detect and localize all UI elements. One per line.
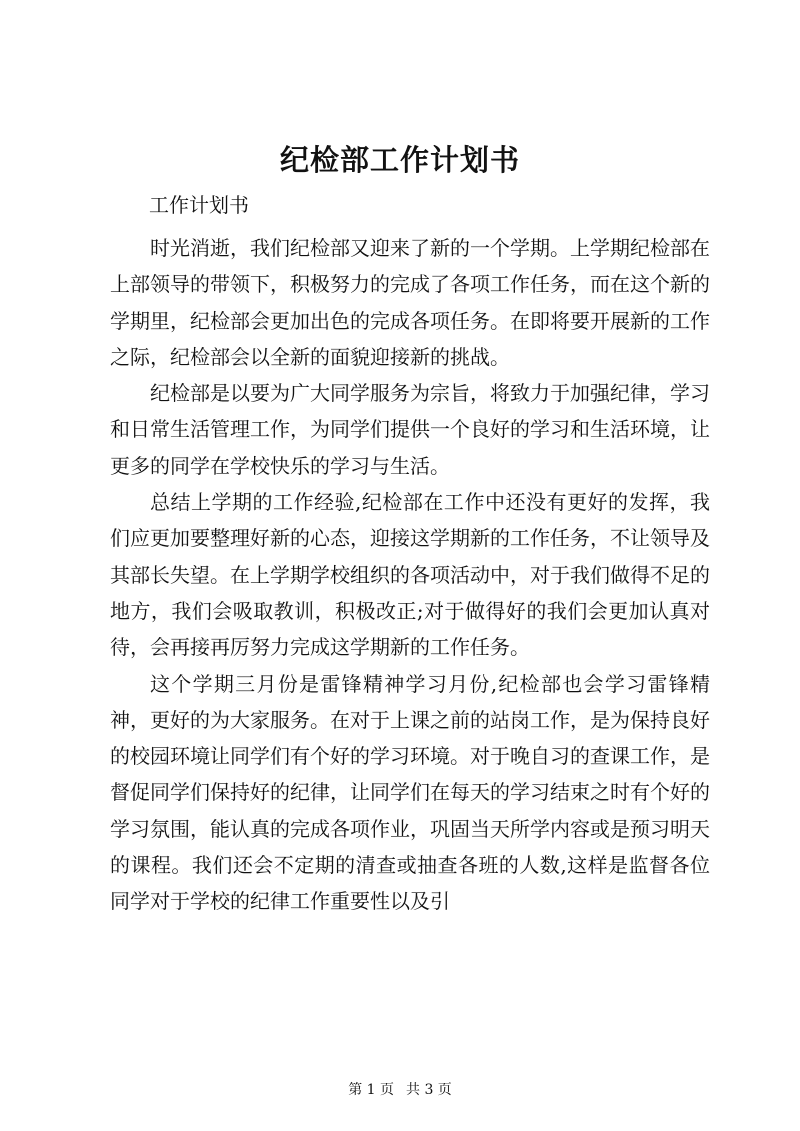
page-number: 第 1 页	[348, 1082, 394, 1098]
page-footer	[0, 1080, 800, 1100]
document-body	[110, 230, 710, 920]
document-title: 纪检部工作计划书	[279, 143, 520, 177]
paragraph: 总结上学期的工作经验,纪检部在工作中还没有更好的发挥，我们应更加要整理好新的心态，迎接这学期新的工作任务，不让领导及其部长失望。在上学期学校组织的各项活动中，对于我们做得不足的地方，我们会吸取教训，积极改正;对于做得好的我们会更加认真对待，会再接再厉努力完成这学期新的工作任务。	[110, 490, 710, 660]
page-total: 共 3 页	[406, 1082, 452, 1098]
paragraph: 纪检部是以要为广大同学服务为宗旨，将致力于加强纪律，学习和日常生活管理工作，为同学们提供一个良好的学习和生活环境，让更多的同学在学校快乐的学习与生活。	[110, 381, 710, 478]
paragraph: 时光消逝，我们纪检部又迎来了新的一个学期。上学期纪检部在上部领导的带领下，积极努力的完成了各项工作任务，而在这个新的学期里，纪检部会更加出色的完成各项任务。在即将要开展新的工作之际，纪检部会以全新的面貌迎接新的挑战。	[110, 236, 710, 369]
document-subtitle: 工作计划书	[149, 193, 249, 217]
paragraph: 这个学期三月份是雷锋精神学习月份,纪检部也会学习雷锋精神，更好的为大家服务。在对于上课之前的站岗工作，是为保持良好的校园环境让同学们有个好的学习环境。对于晚自习的查课工作，是督促同学们保持好的纪律，让同学们在每天的学习结束之时有个好的学习氛围，能认真的完成各项作业，巩固当天所学内容或是预习明天的课程。我们还会不定期的清查或抽查各班的人数,这样是监督各位同学对于学校的纪律工作重要性以及引	[110, 671, 710, 914]
